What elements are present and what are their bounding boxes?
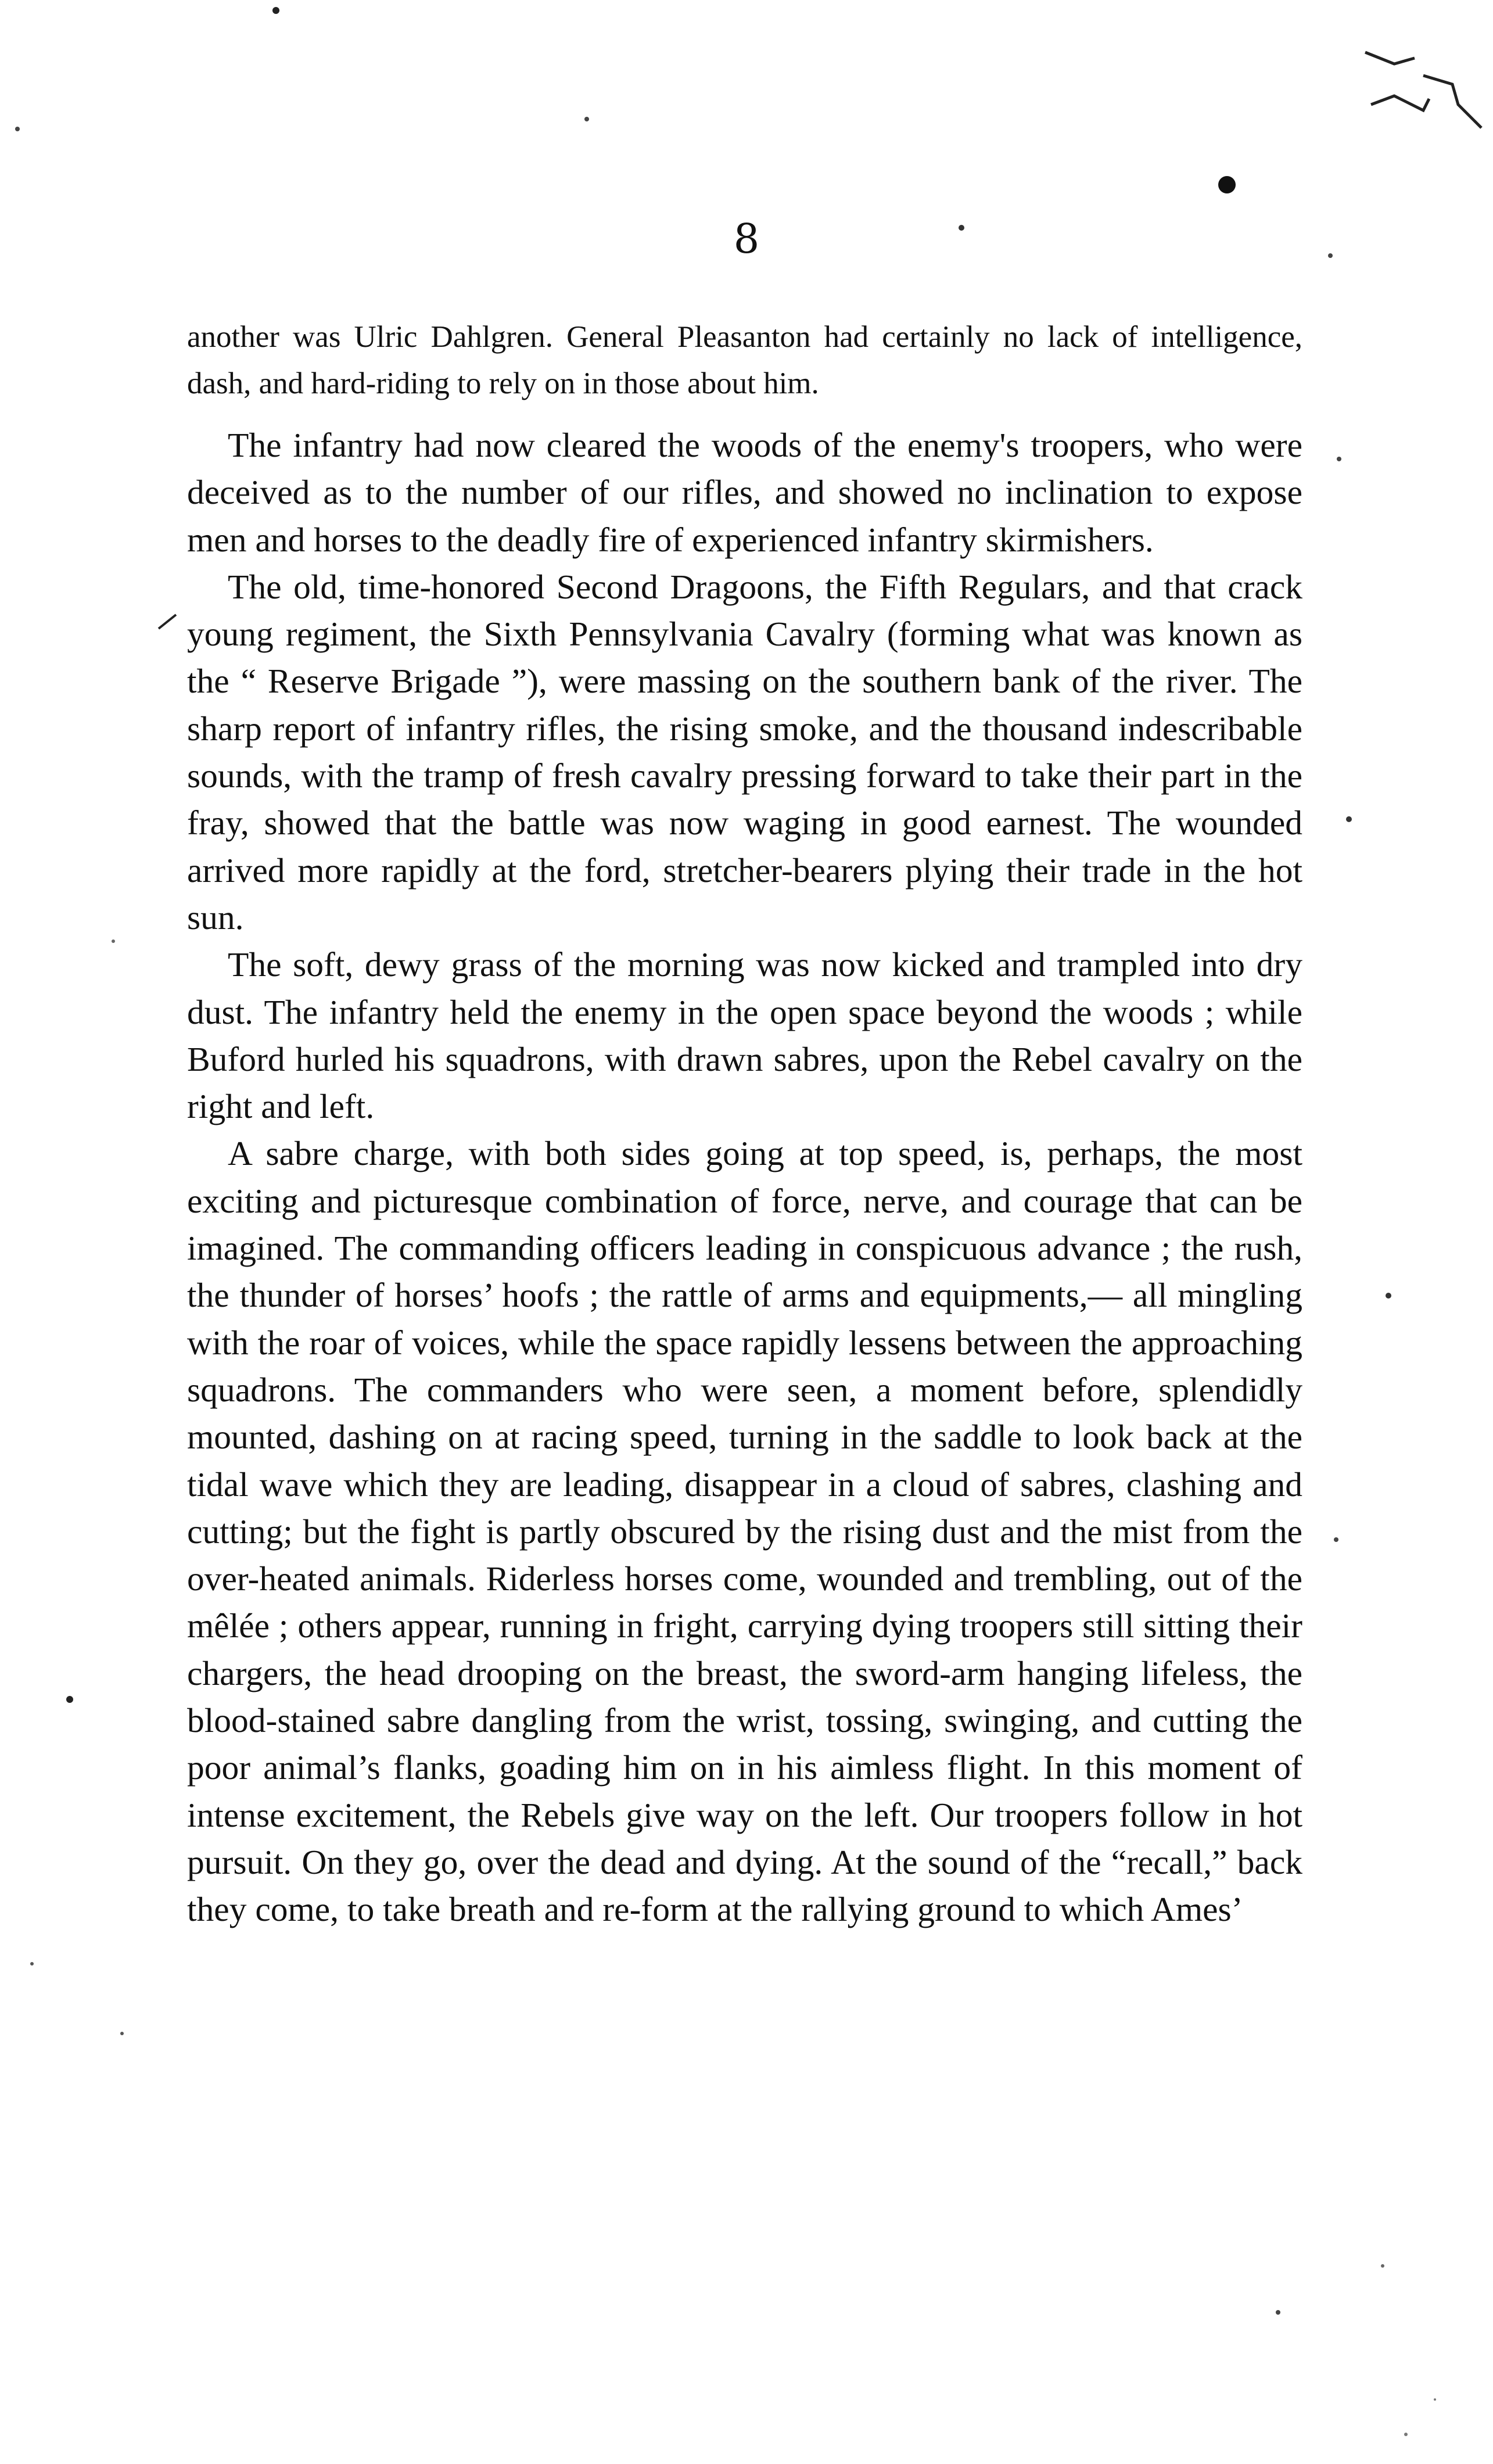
page-number: 8: [733, 215, 760, 263]
paragraph-infantry: The infantry had now cleared the woods of the enemy's troopers, who were deceived as to the number of our rifles, and showed no inclination to expose men and horses to the deadly fire of experienced infantry skirmishers.: [187, 426, 1302, 559]
pencil-tick-mark: [156, 610, 179, 633]
handwritten-corner-mark: [1359, 41, 1487, 151]
body-text: [187, 314, 1302, 1934]
paragraph-dragoons: The old, time-honored Second Dragoons, the Fifth Regulars, and that crack young regiment, the Sixth Pennsylvania Cavalry (forming what was known as the “ Reserve Brigade ”), were massing on the southern bank of the river. The sharp report of infantry rifles, the rising smoke, and the thousand indescribable sounds, with the tramp of fresh cavalry pressing forward to take their part in the fray, showed that the battle was now waging in good earnest. The wounded arrived more rapidly at the ford, stretcher-bearers plying their trade in the hot sun.: [187, 567, 1302, 937]
paragraph-sabre-charge: A sabre charge, with both sides going at top speed, is, perhaps, the most exciting and picturesque combination of force, nerve, and courage that can be imagined. The commanding officers leading in conspicuous advance ; the rush, the thunder of horses’ hoofs ; the rattle of arms and equipments,— all mingling with the roar of voices, while the space rapidly lessens between the approaching squadrons. The commanders who were seen, a moment before, splendidly mounted, dashing on at racing speed, turning in the saddle to look back at the tidal wave which they are leading, disappear in a cloud of sabres, clashing and cutting; but the fight is partly obscured by the rising dust and the mist from the over-heated animals. Riderless horses come, wounded and trembling, out of the mêlée ; others appear, running in fright, carrying dying troopers still sitting their chargers, the head drooping on the breast, the sword-arm hanging lifeless, the blood-stained sabre dangling from the wrist, tossing, swinging, and cutting the poor animal’s flanks, goading him on in his aimless flight. In this moment of intense excitement, the Rebels give way on the left. Our troopers follow in hot pursuit. On they go, over the dead and dying. At the sound of the “recall,” back they come, to take breath and re-form at the rallying ground to which Ames’: [187, 1134, 1302, 1929]
continuation-paragraph: another was Ulric Dahlgren. General Pleasanton had certainly no lack of intelligence, dash, and hard-riding to rely on in those about him.: [187, 320, 1302, 400]
paragraph-dewy-grass: The soft, dewy grass of the morning was now kicked and trampled into dry dust. The infantry held the enemy in the open space beyond the woods ; while Buford hurled his squadrons, with drawn sabres, upon the Rebel cavalry on the right and left.: [187, 945, 1302, 1126]
